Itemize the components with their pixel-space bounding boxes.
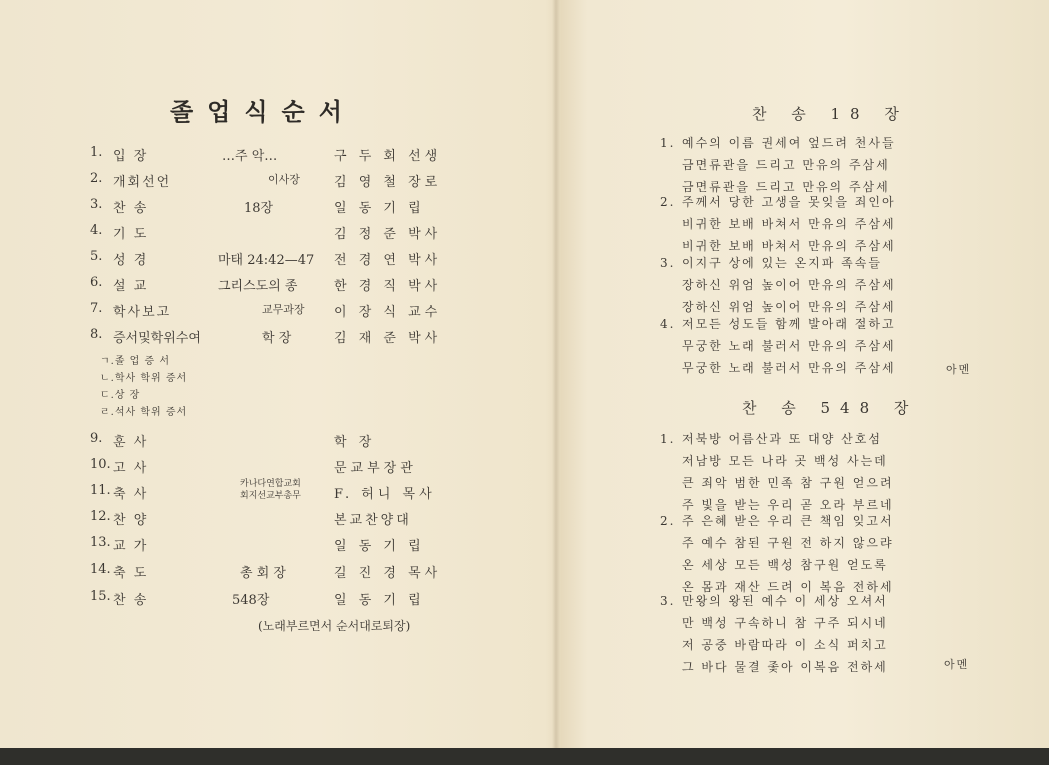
row-detail: 마태 24:42—47	[218, 253, 315, 268]
row-performer: 이 장 식 교수	[334, 305, 442, 320]
row-item: 성 경	[113, 253, 149, 268]
row-item: 찬 송	[113, 201, 149, 216]
row-number: 14.	[90, 562, 111, 577]
verse-line: 온 세상 모든 백성 참구원 얻도록	[682, 558, 888, 572]
row-item: 찬 양	[113, 513, 149, 528]
verse-line: 무궁한 노래 불러서 만유의 주삼세	[682, 361, 896, 375]
verse-line: 온 몸과 재산 드려 이 복음 전하세	[682, 580, 894, 594]
row-number: 6.	[90, 275, 103, 290]
row-item: 학사보고	[113, 305, 172, 320]
row-performer: 일 동 기 립	[334, 593, 425, 608]
row-detail: …주 악…	[222, 149, 278, 164]
hymn-18-title: 찬 송 18 장	[752, 105, 909, 123]
row-number: 2.	[90, 171, 103, 186]
row-detail: 회지선교부총무	[240, 491, 301, 501]
amen-label: 아멘	[944, 658, 970, 671]
verse-line: 주께서 당한 고생을 못잊을 죄인아	[682, 195, 896, 209]
scan-edge	[0, 748, 1049, 765]
row-performer: 학 장	[334, 435, 376, 450]
row-item: 입 장	[113, 149, 149, 164]
amen-label: 아멘	[946, 363, 972, 376]
verse-line: 금면류관을 드리고 만유의 주삼세	[682, 158, 890, 172]
verse-number: 2.	[660, 514, 676, 528]
verse-line: 저 공중 바람따라 이 소식 퍼치고	[682, 638, 888, 652]
row-number: 13.	[90, 535, 111, 550]
sub-item: ㄴ.학사 학위 증서	[100, 373, 188, 384]
verse-line: 장하신 위엄 높이어 만유의 주삼세	[682, 300, 896, 314]
row-detail: 카나다연합교회	[240, 479, 301, 489]
row-performer: 전 경 연 박사	[334, 253, 442, 268]
row-number: 1.	[90, 145, 103, 160]
verse-line: 저남방 모든 나라 곳 백성 사는데	[682, 454, 888, 468]
row-item: 축 도	[113, 566, 149, 581]
verse-line: 비귀한 보배 바쳐서 만유의 주삼세	[682, 217, 896, 231]
sub-item: ㄷ.상 장	[100, 390, 141, 401]
row-number: 8.	[90, 327, 103, 342]
row-detail: 18장	[244, 201, 274, 216]
verse-line: 비귀한 보배 바쳐서 만유의 주삼세	[682, 239, 896, 253]
row-number: 11.	[90, 483, 111, 498]
row-number: 15.	[90, 589, 111, 604]
row-performer: 문교부장관	[334, 461, 417, 476]
verse-line: 금면류관을 드리고 만유의 주삼세	[682, 180, 890, 194]
row-performer: 김 영 철 장로	[334, 175, 442, 190]
row-performer: 김 재 준 박사	[334, 331, 442, 346]
row-detail: 교무과장	[262, 303, 305, 316]
verse-number: 4.	[660, 317, 676, 331]
row-number: 5.	[90, 249, 103, 264]
verse-line: 장하신 위엄 높이어 만유의 주삼세	[682, 278, 896, 292]
row-number: 3.	[90, 197, 103, 212]
row-item: 찬 송	[113, 593, 149, 608]
sub-item: ㄹ.석사 학위 증서	[100, 407, 188, 418]
row-performer: 구 두 회 선생	[334, 149, 442, 164]
exit-footnote: (노래부르면서 순서대로퇴장)	[258, 619, 411, 633]
verse-line: 주 은혜 받은 우리 큰 책임 잊고서	[682, 514, 894, 528]
verse-line: 만왕의 왕된 예수 이 세상 오셔서	[682, 594, 888, 608]
hymn-548-title: 찬 송 548 장	[742, 399, 919, 417]
verse-line: 무궁한 노래 불러서 만유의 주삼세	[682, 339, 896, 353]
verse-line: 만 백성 구속하니 참 구주 되시네	[682, 616, 888, 630]
row-detail: 548장	[232, 593, 270, 608]
row-number: 10.	[90, 457, 111, 472]
row-item: 축 사	[113, 487, 149, 502]
row-number: 12.	[90, 509, 111, 524]
row-item: 개회선언	[113, 175, 172, 190]
verse-line: 주 빛을 받는 우리 곧 오라 부르네	[682, 498, 894, 512]
row-number: 7.	[90, 301, 103, 316]
row-performer: 본교찬양대	[334, 513, 412, 528]
row-performer: 일 동 기 립	[334, 201, 425, 216]
row-performer: 한 경 직 박사	[334, 279, 442, 294]
verse-number: 3.	[660, 594, 676, 608]
verse-line: 저북방 어름산과 또 대양 산호섬	[682, 432, 882, 446]
verse-number: 2.	[660, 195, 676, 209]
verse-number: 1.	[660, 432, 676, 446]
row-item: 교 가	[113, 539, 149, 554]
sub-item: ㄱ.졸 업 증 서	[100, 356, 171, 367]
row-item: 기 도	[113, 227, 149, 242]
verse-number: 3.	[660, 256, 676, 270]
row-detail: 그리스도의 종	[218, 279, 298, 294]
program-title: 졸업식순서	[170, 97, 356, 126]
row-item: 증서및학위수여	[113, 331, 201, 346]
row-performer: 길 진 경 목사	[334, 566, 442, 581]
verse-line: 그 바다 물결 좇아 이복음 전하세	[682, 660, 888, 674]
verse-line: 예수의 이름 권세여 엎드려 천사들	[682, 136, 896, 150]
row-performer: F. 허니 목사	[334, 487, 436, 502]
verse-number: 1.	[660, 136, 676, 150]
row-performer: 일 동 기 립	[334, 539, 425, 554]
verse-line: 주 예수 참된 구원 전 하지 않으랴	[682, 536, 894, 550]
row-detail: 이사장	[268, 173, 300, 186]
page-fold	[552, 0, 560, 748]
row-item: 고 사	[113, 461, 149, 476]
row-detail: 학 장	[262, 331, 292, 346]
verse-line: 저모든 성도들 함께 발아래 절하고	[682, 317, 896, 331]
row-performer: 김 정 준 박사	[334, 227, 442, 242]
verse-line: 이지구 상에 있는 온지파 족속들	[682, 256, 882, 270]
row-number: 9.	[90, 431, 103, 446]
row-number: 4.	[90, 223, 103, 238]
verse-line: 큰 죄악 범한 민족 참 구원 얻으려	[682, 476, 894, 490]
row-item: 설 교	[113, 279, 149, 294]
row-item: 훈 사	[113, 435, 149, 450]
row-detail: 총 회 장	[240, 566, 286, 581]
